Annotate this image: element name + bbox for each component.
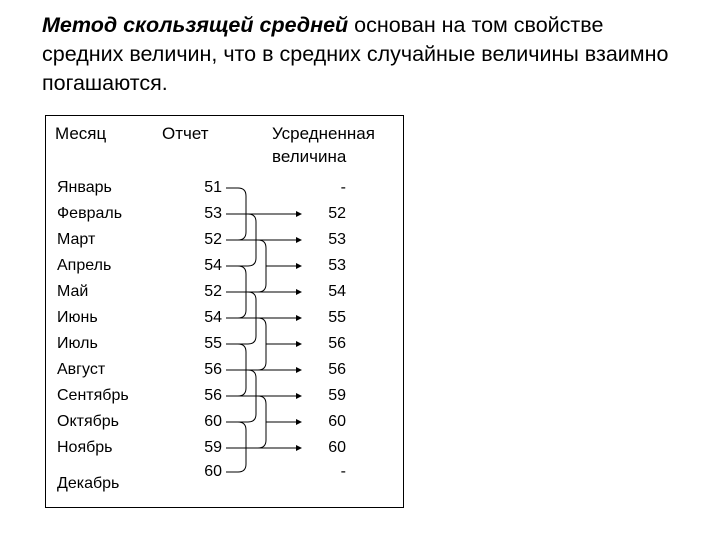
bracket-arrowhead bbox=[296, 393, 302, 399]
report-value-cell: 51 bbox=[204, 179, 222, 196]
month-cell: Январь bbox=[57, 179, 112, 196]
header-report: Отчет bbox=[162, 124, 209, 143]
average-value-cell: 53 bbox=[328, 257, 346, 274]
intro-emphasis: Метод скользящей средней bbox=[42, 13, 349, 37]
bracket-arrowhead bbox=[296, 419, 302, 425]
average-value-cell: 54 bbox=[328, 283, 346, 300]
bracket-arrowhead bbox=[296, 315, 302, 321]
average-value-cell: 53 bbox=[328, 231, 346, 248]
average-value-cell: 60 bbox=[328, 413, 346, 430]
month-cell: Июль bbox=[57, 335, 98, 352]
header-average-line2: величина bbox=[272, 147, 347, 166]
month-cell: Декабрь bbox=[57, 475, 120, 492]
bracket-arrowhead bbox=[296, 341, 302, 347]
report-value-cell: 55 bbox=[204, 335, 222, 352]
month-cell: Февраль bbox=[57, 205, 123, 222]
bracket-arrowhead bbox=[296, 263, 302, 269]
bracket-arrowhead bbox=[296, 237, 302, 243]
report-value-cell: 59 bbox=[204, 439, 222, 456]
month-cell: Март bbox=[57, 231, 96, 248]
average-value-cell: 55 bbox=[328, 309, 346, 326]
header-average-line1: Усредненная bbox=[272, 124, 375, 143]
month-cell: Октябрь bbox=[57, 413, 120, 430]
month-cell: Ноябрь bbox=[57, 439, 113, 456]
average-value-cell: 56 bbox=[328, 335, 346, 352]
average-value-cell: 52 bbox=[328, 205, 346, 222]
average-value-cell: - bbox=[340, 463, 346, 480]
report-value-cell: 54 bbox=[204, 309, 222, 326]
report-value-cell: 53 bbox=[204, 205, 222, 222]
month-cell: Август bbox=[57, 361, 106, 378]
average-value-cell: 60 bbox=[328, 439, 346, 456]
month-cell: Май bbox=[57, 283, 89, 300]
averaging-bracket bbox=[226, 422, 246, 472]
bracket-arrowhead bbox=[296, 367, 302, 373]
average-value-cell: - bbox=[340, 179, 346, 196]
report-value-cell: 54 bbox=[204, 257, 222, 274]
header-month: Месяц bbox=[55, 124, 107, 143]
report-value-cell: 56 bbox=[204, 361, 222, 378]
month-cell: Апрель bbox=[57, 257, 112, 274]
bracket-arrowhead bbox=[296, 211, 302, 217]
report-value-cell: 60 bbox=[204, 413, 222, 430]
report-value-cell: 56 bbox=[204, 387, 222, 404]
month-cell: Сентябрь bbox=[57, 387, 129, 404]
intro-rest: основан на том свойстве средних величин, что в средних случайные величины взаимно погашаются. bbox=[42, 13, 669, 95]
bracket-arrowhead bbox=[296, 289, 302, 295]
average-value-cell: 56 bbox=[328, 361, 346, 378]
report-value-cell: 60 bbox=[204, 463, 222, 480]
report-value-cell: 52 bbox=[204, 231, 222, 248]
month-cell: Июнь bbox=[57, 309, 98, 326]
bracket-arrowhead bbox=[296, 445, 302, 451]
report-value-cell: 52 bbox=[204, 283, 222, 300]
average-value-cell: 59 bbox=[328, 387, 346, 404]
